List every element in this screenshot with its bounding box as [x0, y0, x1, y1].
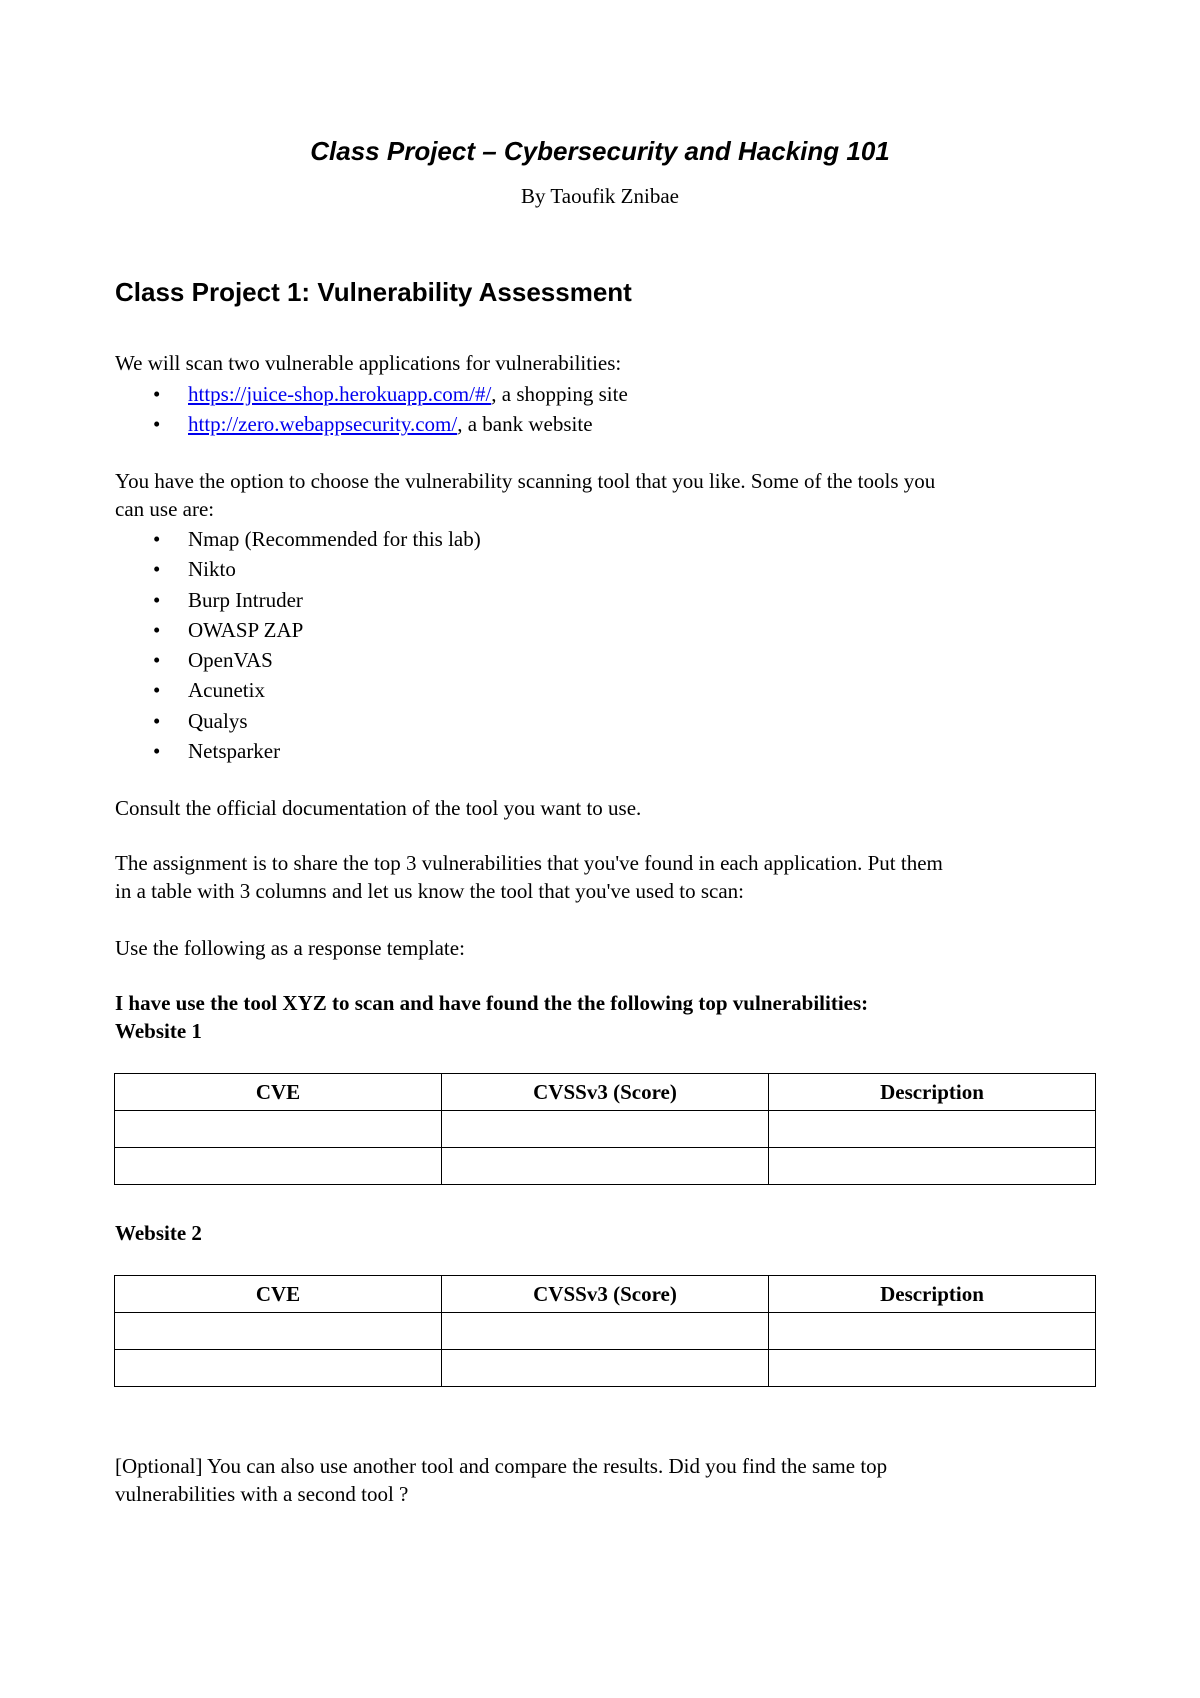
website-1-label: Website 1	[115, 1019, 202, 1043]
column-header-cvss: CVSSv3 (Score)	[442, 1074, 769, 1111]
bullet-icon: •	[153, 739, 161, 764]
table-row	[115, 1313, 1096, 1350]
website-1-table	[114, 1073, 1096, 1185]
bullet-icon: •	[153, 678, 161, 703]
tool-name: OWASP ZAP	[188, 617, 304, 642]
tool-name: Nikto	[188, 557, 236, 582]
tool-name: Qualys	[188, 708, 248, 733]
tools-intro-line: can use are:	[115, 497, 215, 521]
zero-webappsecurity-link[interactable]: http://zero.webappsecurity.com/	[188, 412, 458, 437]
bullet-icon: •	[153, 557, 161, 582]
author-byline: By Taoufik Znibae	[521, 184, 679, 208]
table-cell	[115, 1350, 442, 1387]
column-header-cvss: CVSSv3 (Score)	[442, 1276, 769, 1313]
table-cell	[769, 1313, 1096, 1350]
optional-paragraph	[115, 1452, 1095, 1508]
tool-name: Acunetix	[188, 678, 265, 703]
assignment-line: in a table with 3 columns and let us know the tool that you've used to scan:	[115, 879, 745, 903]
column-header-description: Description	[769, 1074, 1096, 1111]
table-cell	[115, 1313, 442, 1350]
optional-line: [Optional] You can also use another tool and compare the results. Did you find the same top	[115, 1454, 888, 1478]
table-row	[115, 1111, 1096, 1148]
intro-paragraph: We will scan two vulnerable applications for vulnerabilities:	[115, 351, 622, 375]
table-cell	[769, 1111, 1096, 1148]
table-cell	[442, 1313, 769, 1350]
tools-intro-paragraph	[115, 467, 1095, 523]
template-statement: I have use the tool XYZ to scan and have found the the following top vulnerabilities:	[115, 991, 869, 1015]
website-2-table	[114, 1275, 1096, 1387]
table-row	[115, 1148, 1096, 1185]
app-description: , a bank website	[457, 412, 593, 437]
bullet-icon: •	[153, 617, 161, 642]
bullet-icon: •	[153, 708, 161, 733]
section-heading: Class Project 1: Vulnerability Assessment	[115, 277, 632, 307]
bullet-icon: •	[153, 527, 161, 551]
website-2-label: Website 2	[115, 1221, 202, 1245]
column-header-description: Description	[769, 1276, 1096, 1313]
document-title: Class Project – Cybersecurity and Hacking 101	[310, 136, 890, 166]
assignment-paragraph	[115, 849, 1095, 905]
bullet-icon: •	[153, 382, 161, 406]
tool-name: OpenVAS	[188, 648, 273, 673]
bullet-icon: •	[153, 412, 161, 437]
table-header-row	[115, 1276, 1096, 1313]
table-row	[115, 1350, 1096, 1387]
tool-name: Burp Intruder	[188, 587, 303, 612]
juice-shop-link[interactable]: https://juice-shop.herokuapp.com/#/	[188, 382, 492, 406]
bullet-icon: •	[153, 587, 161, 612]
table-cell	[115, 1111, 442, 1148]
table-cell	[769, 1148, 1096, 1185]
template-intro-paragraph: Use the following as a response template:	[115, 936, 465, 960]
table-header-row	[115, 1074, 1096, 1111]
table-cell	[115, 1148, 442, 1185]
tools-intro-line: You have the option to choose the vulnerability scanning tool that you like. Some of the tools you	[115, 469, 936, 493]
column-header-cve: CVE	[115, 1074, 442, 1111]
assignment-line: The assignment is to share the top 3 vulnerabilities that you've found in each application. Put them	[115, 851, 943, 875]
bullet-icon: •	[153, 648, 161, 673]
tool-name: Netsparker	[188, 739, 281, 764]
table-cell	[442, 1148, 769, 1185]
column-header-cve: CVE	[115, 1276, 442, 1313]
table-cell	[442, 1111, 769, 1148]
table-cell	[769, 1350, 1096, 1387]
consult-paragraph: Consult the official documentation of the tool you want to use.	[115, 796, 642, 820]
app-description: , a shopping site	[491, 382, 628, 406]
optional-line: vulnerabilities with a second tool ?	[115, 1482, 409, 1506]
table-cell	[442, 1350, 769, 1387]
tool-name: Nmap (Recommended for this lab)	[188, 527, 481, 551]
